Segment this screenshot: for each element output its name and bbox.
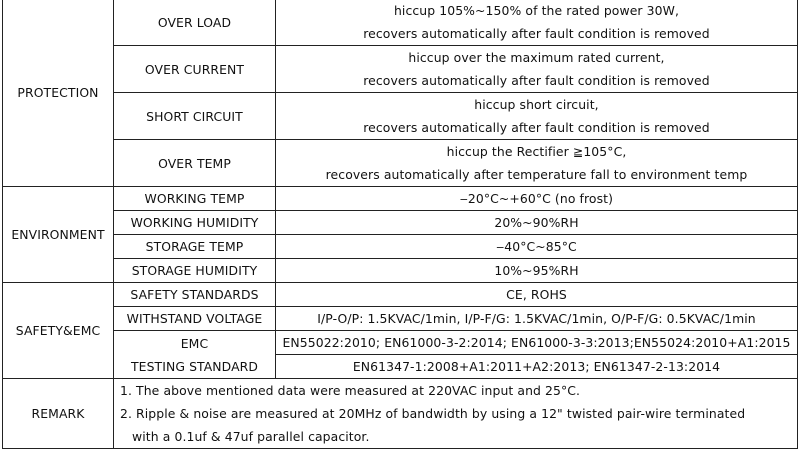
value-over-load bbox=[276, 0, 798, 46]
value-short-circuit bbox=[276, 93, 798, 140]
value-line: recovers automatically after fault condition is removed bbox=[363, 26, 710, 41]
value-line: hiccup the Rectifier ≧105°C, bbox=[446, 144, 627, 159]
param-storage-humidity: STORAGE HUMIDITY bbox=[114, 259, 276, 283]
value-line: hiccup 105%~150% of the rated power 30W, bbox=[393, 3, 680, 18]
table-row bbox=[3, 187, 798, 211]
param-storage-temp: STORAGE TEMP bbox=[114, 235, 276, 259]
table-row bbox=[3, 235, 798, 259]
table-row bbox=[3, 0, 798, 46]
value-over-current bbox=[276, 46, 798, 93]
remark-line: with a 0.1uf & 47uf parallel capacitor. bbox=[132, 429, 370, 444]
table-row bbox=[3, 283, 798, 307]
param-working-humidity: WORKING HUMIDITY bbox=[114, 211, 276, 235]
param-emc-testing-standard bbox=[114, 331, 276, 379]
value-line: hiccup over the maximum rated current, bbox=[408, 50, 665, 65]
section-label-safety-emc: SAFETY&EMC bbox=[3, 283, 114, 379]
value-line: recovers automatically after fault condition is removed bbox=[363, 120, 710, 135]
value-storage-temp: ‒40°C~85°C bbox=[276, 235, 798, 259]
value-line: hiccup short circuit, bbox=[474, 97, 599, 112]
table-row bbox=[3, 379, 798, 449]
value-working-temp: ‒20°C~+60°C (no frost) bbox=[276, 187, 798, 211]
param-withstand-voltage: WITHSTAND VOLTAGE bbox=[114, 307, 276, 331]
section-label-environment: ENVIRONMENT bbox=[3, 187, 114, 283]
param-line: TESTING STANDARD bbox=[130, 358, 259, 374]
param-short-circuit: SHORT CIRCUIT bbox=[114, 93, 276, 140]
value-emc-1: EN55022:2010; EN61000-3-2:2014; EN61000-3-3:2013;EN55024:2010+A1:2015 bbox=[276, 331, 798, 355]
remark-line: 2. Ripple & noise are measured at 20MHz of bandwidth by using a 12" twisted pair-wire terminated bbox=[120, 406, 746, 421]
table-row bbox=[3, 259, 798, 283]
param-over-temp: OVER TEMP bbox=[114, 140, 276, 187]
value-working-humidity: 20%~90%RH bbox=[276, 211, 798, 235]
value-line: recovers automatically after temperature fall to environment temp bbox=[325, 167, 748, 182]
section-label-remark: REMARK bbox=[3, 379, 114, 449]
table-row bbox=[3, 307, 798, 331]
section-label-protection: PROTECTION bbox=[3, 0, 114, 187]
value-line: recovers automatically after fault condition is removed bbox=[363, 73, 710, 88]
value-over-temp bbox=[276, 140, 798, 187]
table-row bbox=[3, 140, 798, 187]
remark-text bbox=[114, 379, 798, 449]
param-safety-standards: SAFETY STANDARDS bbox=[114, 283, 276, 307]
table-row bbox=[3, 211, 798, 235]
value-safety-standards: CE, ROHS bbox=[276, 283, 798, 307]
table-row bbox=[3, 93, 798, 140]
param-over-load: OVER LOAD bbox=[114, 0, 276, 46]
value-withstand-voltage: I/P-O/P: 1.5KVAC/1min, I/P-F/G: 1.5KVAC/1min, O/P-F/G: 0.5KVAC/1min bbox=[276, 307, 798, 331]
table-row bbox=[3, 331, 798, 355]
value-emc-2: EN61347-1:2008+A1:2011+A2:2013; EN61347-2-13:2014 bbox=[276, 355, 798, 379]
remark-line: 1. The above mentioned data were measured at 220VAC input and 25°C. bbox=[120, 383, 581, 398]
param-over-current: OVER CURRENT bbox=[114, 46, 276, 93]
value-storage-humidity: 10%~95%RH bbox=[276, 259, 798, 283]
param-line: EMC bbox=[180, 335, 209, 351]
param-working-temp: WORKING TEMP bbox=[114, 187, 276, 211]
table-row bbox=[3, 46, 798, 93]
specification-table bbox=[2, 0, 798, 449]
